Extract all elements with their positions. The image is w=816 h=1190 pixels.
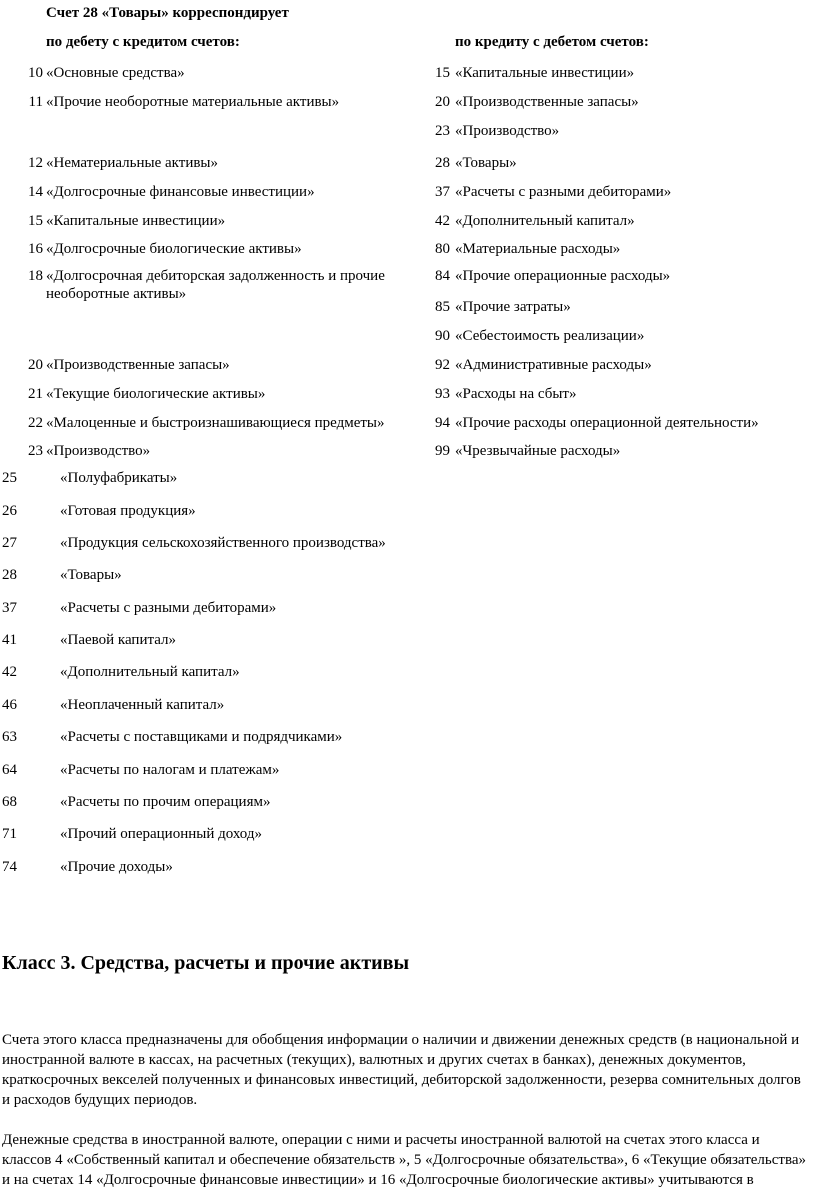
account-number: 16 bbox=[28, 241, 43, 257]
account-number: 10 bbox=[28, 65, 43, 81]
account-number: 28 bbox=[2, 567, 17, 583]
account-name: «Расчеты по прочим операциям» bbox=[60, 794, 271, 810]
account-number: 94 bbox=[435, 415, 450, 431]
account-name: «Товары» bbox=[60, 567, 122, 583]
account-name: «Готовая продукция» bbox=[60, 503, 196, 519]
account-number: 27 bbox=[2, 535, 17, 551]
account-name: «Продукция сельскохозяйственного производства» bbox=[60, 535, 386, 551]
account-name: «Долгосрочные финансовые инвестиции» bbox=[46, 184, 315, 200]
account-name: «Себестоимость реализации» bbox=[455, 328, 645, 344]
account-number: 46 bbox=[2, 697, 17, 713]
account-name: «Неоплаченный капитал» bbox=[60, 697, 225, 713]
account-number: 11 bbox=[28, 94, 43, 110]
account-number: 42 bbox=[435, 213, 450, 229]
account-number: 15 bbox=[435, 65, 450, 81]
account-number: 20 bbox=[28, 357, 43, 373]
correspondence-title: Счет 28 «Товары» корреспондирует bbox=[46, 5, 289, 21]
account-number: 93 bbox=[435, 386, 450, 402]
account-name: «Расходы на сбыт» bbox=[455, 386, 577, 402]
account-number: 41 bbox=[2, 632, 17, 648]
section-paragraph: Денежные средства в иностранной валюте, операции с ними и расчеты иностранной валютой на счетах этого класса и классов 4 «Собственный капитал и обеспечение обязательств », 5 «Долгосрочные обязательства», 6 «Текущие обязательства» и на счетах 14 «Долгосрочные финансовые инвестиции» и 16 «Долгосрочные биологические активы» учитываются в bbox=[2, 1132, 806, 1188]
account-name: «Паевой капитал» bbox=[60, 632, 176, 648]
account-name: «Долгосрочные биологические активы» bbox=[46, 241, 302, 257]
account-name: «Капитальные инвестиции» bbox=[46, 213, 226, 229]
account-name: «Прочие доходы» bbox=[60, 859, 173, 875]
account-name: «Основные средства» bbox=[46, 65, 185, 81]
account-name: «Производственные запасы» bbox=[46, 357, 230, 373]
account-number: 12 bbox=[28, 155, 43, 171]
account-number: 23 bbox=[28, 443, 43, 459]
account-name: «Чрезвычайные расходы» bbox=[455, 443, 621, 459]
account-name: «Прочий операционный доход» bbox=[60, 826, 262, 842]
account-name: «Расчеты с разными дебиторами» bbox=[455, 184, 672, 200]
account-name: «Дополнительный капитал» bbox=[60, 664, 240, 680]
account-name: «Текущие биологические активы» bbox=[46, 386, 266, 402]
account-name: «Капитальные инвестиции» bbox=[455, 65, 635, 81]
account-name: «Производство» bbox=[455, 123, 560, 139]
account-number: 68 bbox=[2, 794, 17, 810]
account-name: «Административные расходы» bbox=[455, 357, 652, 373]
account-name: «Расчеты по налогам и платежам» bbox=[60, 762, 280, 778]
account-name: «Малоценные и быстроизнашивающиеся предметы» bbox=[46, 415, 385, 431]
account-name: «Прочие расходы операционной деятельности» bbox=[455, 415, 759, 431]
account-number: 85 bbox=[435, 299, 450, 315]
account-number: 99 bbox=[435, 443, 450, 459]
account-number: 90 bbox=[435, 328, 450, 344]
account-name: «Полуфабрикаты» bbox=[60, 470, 178, 486]
account-number: 80 bbox=[435, 241, 450, 257]
account-name: «Нематериальные активы» bbox=[46, 155, 219, 171]
account-name: «Расчеты с поставщиками и подрядчиками» bbox=[60, 729, 343, 745]
account-number: 28 bbox=[435, 155, 450, 171]
account-number: 63 bbox=[2, 729, 17, 745]
account-number: 15 bbox=[28, 213, 43, 229]
account-name: «Дополнительный капитал» bbox=[455, 213, 635, 229]
debit-column-header: по дебету с кредитом счетов: bbox=[46, 34, 240, 50]
account-name: «Производство» bbox=[46, 443, 151, 459]
account-number: 71 bbox=[2, 826, 17, 842]
account-number: 84 bbox=[435, 268, 450, 284]
account-number: 26 bbox=[2, 503, 17, 519]
account-number: 18 bbox=[28, 268, 43, 284]
account-number: 42 bbox=[2, 664, 17, 680]
account-number: 37 bbox=[435, 184, 450, 200]
account-number: 37 bbox=[2, 600, 17, 616]
account-name: «Прочие необоротные материальные активы» bbox=[46, 94, 340, 110]
account-number: 64 bbox=[2, 762, 17, 778]
account-name: «Долгосрочная дебиторская задолженность и прочие необоротные активы» bbox=[46, 268, 385, 302]
account-number: 92 bbox=[435, 357, 450, 373]
account-name: «Товары» bbox=[455, 155, 517, 171]
account-number: 74 bbox=[2, 859, 17, 875]
account-number: 22 bbox=[28, 415, 43, 431]
account-name: «Расчеты с разными дебиторами» bbox=[60, 600, 277, 616]
account-number: 14 bbox=[28, 184, 43, 200]
account-name: «Прочие затраты» bbox=[455, 299, 571, 315]
account-number: 23 bbox=[435, 123, 450, 139]
account-number: 21 bbox=[28, 386, 43, 402]
account-name: «Производственные запасы» bbox=[455, 94, 639, 110]
account-name: «Материальные расходы» bbox=[455, 241, 621, 257]
account-number: 20 bbox=[435, 94, 450, 110]
account-name: «Прочие операционные расходы» bbox=[455, 268, 671, 284]
account-number: 25 bbox=[2, 470, 17, 486]
credit-column-header: по кредиту с дебетом счетов: bbox=[455, 34, 649, 50]
section-heading: Класс 3. Средства, расчеты и прочие активы bbox=[2, 952, 410, 974]
section-paragraph: Счета этого класса предназначены для обобщения информации о наличии и движении денежных средств (в национальной и иностранной валюте в кассах, на расчетных (текущих), валютных и других счетах в банках), денежных документов, краткосрочных векселей полученных и финансовых инвестиций, дебиторской задолженности, резерва сомнительных долгов и расходов будущих периодов. bbox=[2, 1032, 801, 1108]
